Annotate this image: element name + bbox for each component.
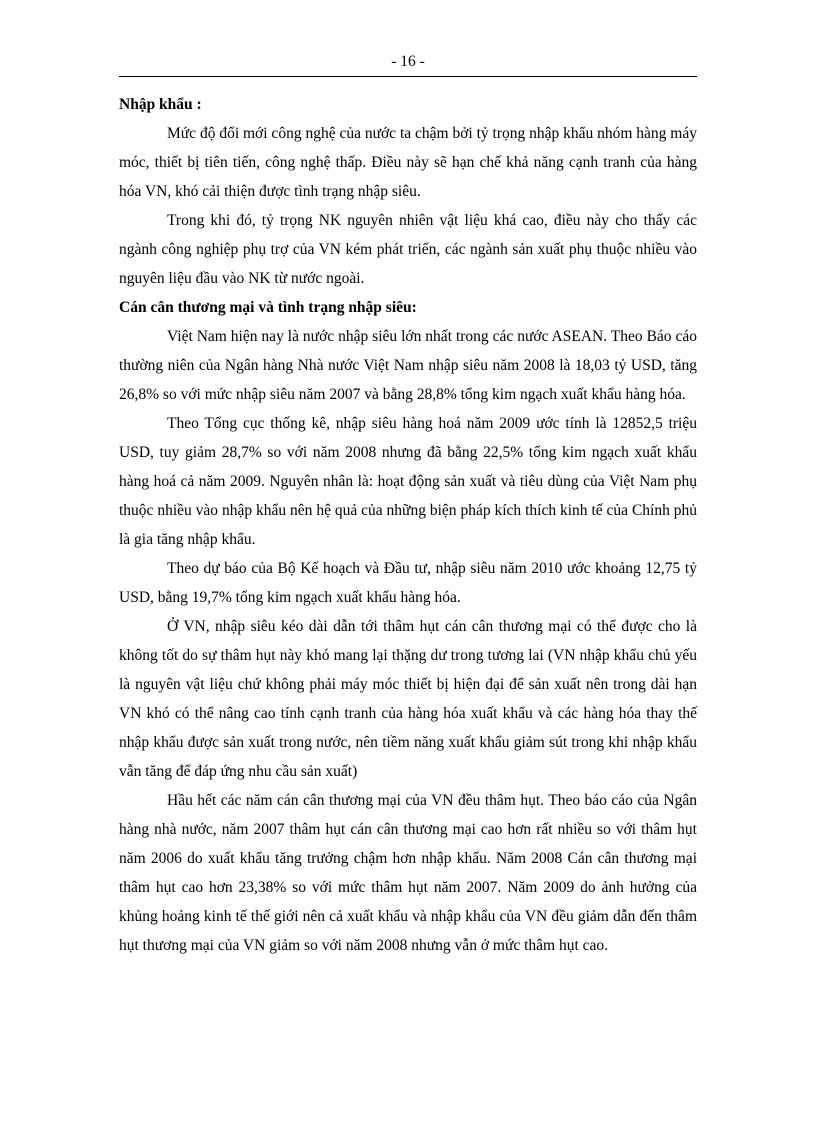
section-heading: Nhập khẩu : — [119, 96, 202, 113]
paragraph: Hầu hết các năm cán cân thương mại của VN đều thâm hụt. Theo báo cáo của Ngân hàng nhà nước, năm 2007 thâm hụt cán cân thương mại cao hơn rất nhiều so với thâm hụt năm 2006 do xuất khẩu tăng trưởng chậm hơn nhập khẩu. Năm 2008 Cán cân thương mại thâm hụt cao hơn 23,38% so với mức thâm hụt năm 2007. Năm 2009 do ảnh hưởng của khủng hoảng kinh tế thế giới nên cả xuất khẩu và nhập khẩu của VN đều giảm dẫn đến thâm hụt thương mại của VN giảm so với năm 2008 nhưng vẫn ở mức thâm hụt cao. — [119, 792, 697, 954]
section-trade-balance — [119, 293, 697, 960]
paragraph: Theo Tổng cục thống kê, nhập siêu hàng hoá năm 2009 ước tính là 12852,5 triệu USD, tuy giảm 28,7% so với năm 2008 nhưng đã bằng 22,5% tổng kim ngạch xuất khẩu hàng hoá cả năm 2009. Nguyên nhân là: hoạt động sản xuất và tiêu dùng của Việt Nam phụ thuộc nhiều vào nhập khẩu nên hệ quả của những biện pháp kích thích kinh tế của Chính phủ là gia tăng nhập khẩu. — [119, 415, 697, 548]
paragraph: Ở VN, nhập siêu kéo dài dẫn tới thâm hụt cán cân thương mại có thể được cho là không tốt do sự thâm hụt này khó mang lại thặng dư trong tương lai (VN nhập khẩu chủ yếu là nguyên vật liệu chứ không phải máy móc thiết bị hiện đại để sản xuất nên trong dài hạn VN khó có thể nâng cao tính cạnh tranh của hàng hóa xuất khẩu và các hàng hóa thay thế nhập khẩu được sản xuất trong nước, nên tiềm năng xuất khẩu giảm sút trong khi nhập khẩu vẫn tăng để đáp ứng nhu cầu sản xuất) — [119, 618, 697, 780]
paragraph: Việt Nam hiện nay là nước nhập siêu lớn nhất trong các nước ASEAN. Theo Báo cáo thường niên của Ngân hàng Nhà nước Việt Nam nhập siêu năm 2008 là 18,03 tỷ USD, tăng 26,8% so với mức nhập siêu năm 2007 và bằng 28,8% tổng kim ngạch xuất khẩu hàng hóa. — [119, 328, 697, 403]
document-body — [119, 90, 697, 960]
paragraph: Trong khi đó, tỷ trọng NK nguyên nhiên vật liệu khá cao, điều này cho thấy các ngành công nghiệp phụ trợ của VN kém phát triển, các ngành sản xuất phụ thuộc nhiều vào nguyên liệu đầu vào NK từ nước ngoài. — [119, 212, 697, 287]
section-imports — [119, 90, 697, 293]
page-number: - 16 - — [391, 53, 425, 70]
section-heading: Cán cân thương mại và tình trạng nhập siêu: — [119, 299, 417, 316]
header-rule — [119, 76, 697, 77]
paragraph: Theo dự báo của Bộ Kế hoạch và Đầu tư, nhập siêu năm 2010 ước khoảng 12,75 tỷ USD, bằng 19,7% tổng kim ngạch xuất khẩu hàng hóa. — [119, 560, 697, 606]
paragraph: Mức độ đổi mới công nghệ của nước ta chậm bởi tỷ trọng nhập khẩu nhóm hàng máy móc, thiết bị tiên tiến, công nghệ thấp. Điều này sẽ hạn chế khả năng cạnh tranh của hàng hóa VN, khó cải thiện được tình trạng nhập siêu. — [119, 125, 697, 200]
